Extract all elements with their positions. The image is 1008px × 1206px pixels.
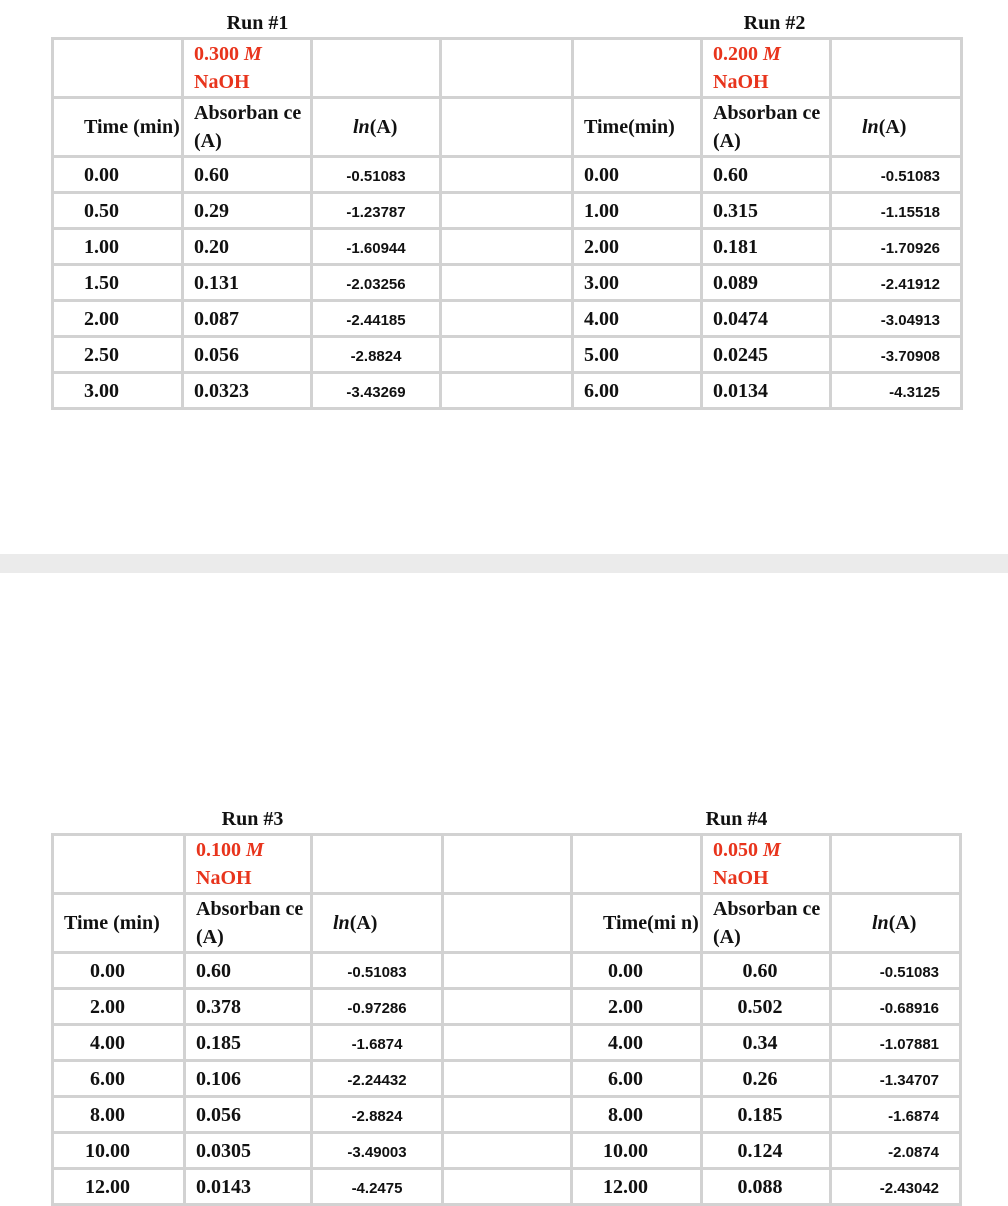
absorbance-cell: 0.60	[185, 953, 312, 989]
absorbance-cell: 0.185	[185, 1025, 312, 1061]
empty-cell	[441, 157, 573, 193]
run2-absorbance-header: Absorban ce (A)	[702, 98, 831, 157]
table-row	[53, 1025, 961, 1061]
empty-cell	[441, 229, 573, 265]
time-cell: 0.00	[573, 157, 702, 193]
time-cell: 6.00	[53, 1061, 185, 1097]
time-cell: 8.00	[53, 1097, 185, 1133]
absorbance-cell: 0.0134	[702, 373, 831, 409]
run1-concentration: 0.300 M NaOH	[183, 39, 312, 98]
run2-time-header: Time(min)	[573, 98, 702, 157]
absorbance-cell: 0.0474	[702, 301, 831, 337]
ln-cell: -1.6874	[831, 1097, 961, 1133]
absorbance-cell: 0.185	[702, 1097, 831, 1133]
absorbance-cell: 0.056	[183, 337, 312, 373]
time-cell: 0.00	[53, 157, 183, 193]
time-cell: 10.00	[53, 1133, 185, 1169]
run3-concentration: 0.100 M NaOH	[185, 835, 312, 894]
run1-time-header: Time (min)	[53, 98, 183, 157]
absorbance-cell: 0.29	[183, 193, 312, 229]
time-cell: 4.00	[572, 1025, 702, 1061]
time-cell: 2.00	[53, 301, 183, 337]
run4-title: Run #4	[705, 808, 768, 830]
time-cell: 4.00	[573, 301, 702, 337]
table-row	[53, 953, 961, 989]
absorbance-cell: 0.502	[702, 989, 831, 1025]
ln-cell: -2.41912	[831, 265, 962, 301]
empty-cell	[443, 1133, 572, 1169]
absorbance-cell: 0.20	[183, 229, 312, 265]
ln-cell: -1.23787	[312, 193, 441, 229]
run4-concentration: 0.050 M NaOH	[702, 835, 831, 894]
empty-cell	[443, 1097, 572, 1133]
ln-cell: -0.51083	[312, 953, 443, 989]
ln-cell: -3.70908	[831, 337, 962, 373]
ln-cell: -3.04913	[831, 301, 962, 337]
absorbance-cell: 0.056	[185, 1097, 312, 1133]
ln-cell: -2.03256	[312, 265, 441, 301]
time-cell: 12.00	[53, 1169, 185, 1205]
absorbance-cell: 0.60	[183, 157, 312, 193]
time-cell: 10.00	[572, 1133, 702, 1169]
ln-cell: -1.34707	[831, 1061, 961, 1097]
empty-cell	[443, 1061, 572, 1097]
table-row	[53, 265, 962, 301]
ln-cell: -1.60944	[312, 229, 441, 265]
absorbance-cell: 0.106	[185, 1061, 312, 1097]
ln-cell: -0.68916	[831, 989, 961, 1025]
ln-cell: -2.0874	[831, 1133, 961, 1169]
run2-ln-header: ln(A)	[831, 98, 962, 157]
time-cell: 2.50	[53, 337, 183, 373]
empty-cell	[441, 373, 573, 409]
ln-cell: -1.6874	[312, 1025, 443, 1061]
absorbance-cell: 0.0143	[185, 1169, 312, 1205]
time-cell: 6.00	[572, 1061, 702, 1097]
time-cell: 4.00	[53, 1025, 185, 1061]
absorbance-cell: 0.0245	[702, 337, 831, 373]
time-cell: 1.50	[53, 265, 183, 301]
absorbance-cell: 0.0323	[183, 373, 312, 409]
run4-absorbance-header: Absorban ce (A)	[702, 894, 831, 953]
ln-cell: -0.51083	[312, 157, 441, 193]
time-cell: 8.00	[572, 1097, 702, 1133]
empty-cell	[443, 1169, 572, 1205]
run3-ln-header: ln(A)	[312, 894, 443, 953]
time-cell: 1.00	[573, 193, 702, 229]
ln-cell: -1.07881	[831, 1025, 961, 1061]
empty-cell	[441, 265, 573, 301]
ln-cell: -4.2475	[312, 1169, 443, 1205]
time-cell: 3.00	[53, 373, 183, 409]
absorbance-cell: 0.26	[702, 1061, 831, 1097]
runs-1-2-table	[51, 37, 963, 410]
runs-3-4-table	[51, 833, 962, 1206]
time-cell: 0.50	[53, 193, 183, 229]
table-row	[53, 1169, 961, 1205]
table-row	[53, 989, 961, 1025]
run3-time-header: Time (min)	[53, 894, 185, 953]
time-cell: 5.00	[573, 337, 702, 373]
absorbance-cell: 0.60	[702, 157, 831, 193]
run1-absorbance-header: Absorban ce (A)	[183, 98, 312, 157]
ln-cell: -1.70926	[831, 229, 962, 265]
empty-cell	[441, 193, 573, 229]
absorbance-cell: 0.088	[702, 1169, 831, 1205]
time-cell: 6.00	[573, 373, 702, 409]
ln-cell: -1.15518	[831, 193, 962, 229]
ln-cell: -2.24432	[312, 1061, 443, 1097]
ln-cell: -0.97286	[312, 989, 443, 1025]
time-cell: 3.00	[573, 265, 702, 301]
run1-ln-header: ln(A)	[312, 98, 441, 157]
ln-cell: -3.49003	[312, 1133, 443, 1169]
ln-cell: -4.3125	[831, 373, 962, 409]
table-row	[53, 157, 962, 193]
table-row	[53, 193, 962, 229]
empty-cell	[441, 337, 573, 373]
absorbance-cell: 0.378	[185, 989, 312, 1025]
time-cell: 12.00	[572, 1169, 702, 1205]
table-row	[53, 1061, 961, 1097]
absorbance-cell: 0.124	[702, 1133, 831, 1169]
table-row	[53, 301, 962, 337]
ln-cell: -0.51083	[831, 157, 962, 193]
absorbance-cell: 0.087	[183, 301, 312, 337]
section-divider	[0, 554, 1008, 573]
time-cell: 2.00	[572, 989, 702, 1025]
time-cell: 2.00	[53, 989, 185, 1025]
ln-cell: -2.8824	[312, 1097, 443, 1133]
time-cell: 0.00	[53, 953, 185, 989]
absorbance-cell: 0.34	[702, 1025, 831, 1061]
time-cell: 1.00	[53, 229, 183, 265]
run4-ln-header: ln(A)	[831, 894, 961, 953]
ln-cell: -3.43269	[312, 373, 441, 409]
empty-cell	[443, 989, 572, 1025]
absorbance-cell: 0.181	[702, 229, 831, 265]
absorbance-cell: 0.089	[702, 265, 831, 301]
time-cell: 2.00	[573, 229, 702, 265]
time-cell: 0.00	[572, 953, 702, 989]
run1-title: Run #1	[226, 12, 289, 34]
absorbance-cell: 0.60	[702, 953, 831, 989]
empty-cell	[441, 301, 573, 337]
run4-time-header: Time(mi n)	[572, 894, 702, 953]
absorbance-cell: 0.315	[702, 193, 831, 229]
run3-absorbance-header: Absorban ce (A)	[185, 894, 312, 953]
absorbance-cell: 0.0305	[185, 1133, 312, 1169]
table-row	[53, 373, 962, 409]
ln-cell: -2.8824	[312, 337, 441, 373]
ln-cell: -2.43042	[831, 1169, 961, 1205]
run3-title: Run #3	[221, 808, 284, 830]
table-row	[53, 337, 962, 373]
absorbance-cell: 0.131	[183, 265, 312, 301]
ln-cell: -0.51083	[831, 953, 961, 989]
table-row	[53, 1097, 961, 1133]
run2-concentration: 0.200 M NaOH	[702, 39, 831, 98]
empty-cell	[443, 1025, 572, 1061]
empty-cell	[443, 953, 572, 989]
table-row	[53, 1133, 961, 1169]
run2-title: Run #2	[743, 12, 806, 34]
ln-cell: -2.44185	[312, 301, 441, 337]
table-row	[53, 229, 962, 265]
